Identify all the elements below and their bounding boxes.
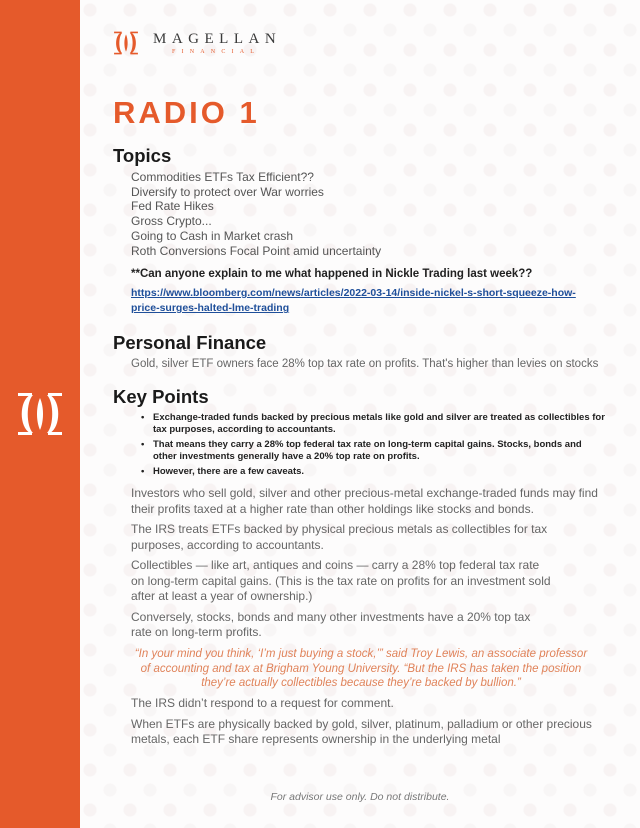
topic-item: Diversify to protect over War worries [131,184,324,199]
topics-list [131,170,613,258]
topic-item: Gross Crypto... [131,214,212,229]
personal-finance-heading: Personal Finance [113,332,267,354]
topics-heading: Topics [113,145,172,166]
body-paragraph: Investors who sell gold, silver and other precious-metal exchange-traded funds may find their profits taxed at a higher rate than other holdings like stocks and bonds. [131,486,598,516]
body-paragraph: When ETFs are physically backed by gold, silver, platinum, palladium or other precious metals, each ETF share represents ownership in the underlying metal [131,716,592,747]
key-point-bullet: • Exchange-traded funds backed by precious metals like gold and silver are treated as collectibles for tax purposes, according to accountants. [141,412,606,436]
personal-finance-summary: Gold, silver ETF owners face 28% top tax rate on profits. That's higher than levies on stocks [131,358,599,371]
brand-name: MAGELLAN [153,30,282,47]
key-point-bullet: • That means they carry a 28% top federal tax rate on long-term capital gains. Stocks, bonds and other investments generally have a 20% top rate on profits. [141,439,606,463]
body-paragraph: The IRS didn’t respond to a request for comment. [131,696,394,711]
key-points-list [141,412,606,478]
bloomberg-article-link[interactable]: https://www.bloomberg.com/news/articles/2022-03-14/inside-nickel-s-short-squeeze-how-price-surges-halted-lme-trading [131,287,576,315]
key-points-heading: Key Points [113,386,209,408]
topic-item: Fed Rate Hikes [131,199,214,214]
key-point-bullet: • However, there are a few caveats. [141,466,606,478]
body-paragraph: Collectibles — like art, antiques and coins — carry a 28% top federal tax rate on long-term capital gains. (This is the tax rate on profits for an investment sold after at least a year of ownership.) [131,558,551,604]
document-body [113,93,613,748]
pull-quote: “In your mind you think, ‘I’m just buying a stock,’” said Troy Lewis, an associate professor of accounting and tax at Brigham Young University. “But the IRS has taken the position they’re actually collectibles because they’re backed by bullion.” [134,647,588,690]
magellan-logo-icon [113,29,139,57]
brand-subtitle: FINANCIAL [172,48,261,55]
body-paragraph: The IRS treats ETFs backed by physical precious metals as collectibles for tax purposes, according to accountants. [131,522,548,552]
topic-item: Commodities ETFs Tax Efficient?? [131,170,314,184]
nickel-question: **Can anyone explain to me what happened in Nickle Trading last week?? [131,268,533,281]
topic-item: Roth Conversions Focal Point amid uncertainty [131,243,382,258]
page-title: RADIO 1 [113,95,260,130]
magellan-logo-icon [16,393,64,435]
sidebar-band [0,0,80,828]
body-paragraph: Conversely, stocks, bonds and many other investments have a 20% top tax rate on long-term profits. [131,609,531,640]
topic-item: Going to Cash in Market crash [131,228,294,243]
footer-disclaimer: For advisor use only. Do not distribute. [270,791,450,803]
brand-logo [113,29,281,57]
